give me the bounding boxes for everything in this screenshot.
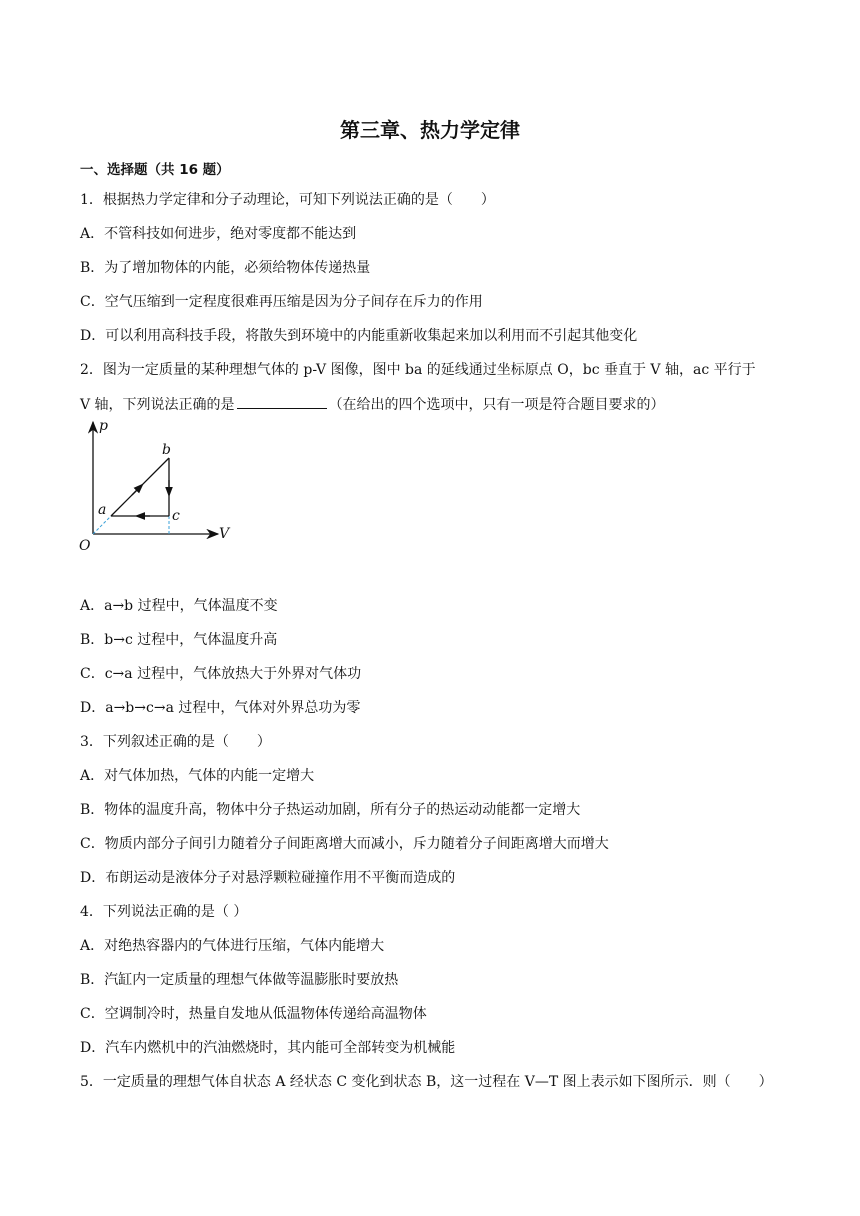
- q3-option-a: A．对气体加热，气体的内能一定增大: [80, 768, 315, 784]
- label-o: O: [79, 538, 91, 554]
- dashed-origin-line: [93, 516, 111, 534]
- q5-stem: 5．一定质量的理想气体自状态 A 经状态 C 变化到状态 B，这一过程在 V—T 图上表示如下图所示．则（ ）: [80, 1074, 773, 1090]
- q4-option-c: C．空调制冷时，热量自发地从低温物体传递给高温物体: [80, 1006, 427, 1022]
- q1-option-b: B．为了增加物体的内能，必须给物体传递热量: [80, 260, 371, 276]
- q2-option-a: A．a→b 过程中，气体温度不变: [80, 598, 278, 614]
- q2-option-c: C．c→a 过程中，气体放热大于外界对气体功: [80, 666, 362, 682]
- arrow-ab: [132, 487, 140, 495]
- q2-option-d: D．a→b→c→a 过程中，气体对外界总功为零: [80, 700, 361, 716]
- q1-stem: 1．根据热力学定律和分子动理论，可知下列说法正确的是（ ）: [80, 192, 495, 208]
- label-p: p: [99, 418, 108, 434]
- q3-stem: 3．下列叙述正确的是（ ）: [80, 734, 271, 750]
- q2-stem-post: （在给出的四个选项中，只有一项是符合题目要求的）: [328, 397, 665, 413]
- q2-stem-pre: V 轴，下列说法正确的是: [80, 397, 235, 413]
- q4-stem: 4．下列说法正确的是（ ）: [80, 904, 248, 920]
- pv-diagram-svg: [76, 414, 236, 554]
- label-a: a: [98, 502, 107, 518]
- section-heading: 一、选择题（共 16 题）: [80, 162, 230, 178]
- q1-option-c: C．空气压缩到一定程度很难再压缩是因为分子间存在斥力的作用: [80, 294, 483, 310]
- page-title: 第三章、热力学定律: [340, 118, 520, 142]
- q2-stem-line1: 2．图为一定质量的某种理想气体的 p-V 图像，图中 ba 的延线通过坐标原点 O，bc 垂直于 V 轴，ac 平行于: [80, 362, 756, 378]
- q2-stem-line2: [80, 394, 790, 415]
- q3-option-d: D．布朗运动是液体分子对悬浮颗粒碰撞作用不平衡而造成的: [80, 870, 456, 886]
- q3-option-b: B．物体的温度升高，物体中分子热运动加剧，所有分子的热运动动能都一定增大: [80, 802, 581, 818]
- label-b: b: [162, 442, 171, 458]
- q4-option-b: B．汽缸内一定质量的理想气体做等温膨胀时要放热: [80, 972, 399, 988]
- q1-option-a: A．不管科技如何进步，绝对零度都不能达到: [80, 226, 357, 242]
- pv-diagram: [76, 414, 236, 554]
- label-v: V: [219, 526, 230, 542]
- q4-option-a: A．对绝热容器内的气体进行压缩，气体内能增大: [80, 938, 385, 954]
- q1-option-d: D．可以利用高科技手段，将散失到环境中的内能重新收集起来加以利用而不引起其他变化: [80, 328, 638, 344]
- answer-blank: [237, 394, 327, 409]
- q2-option-b: B．b→c 过程中，气体温度升高: [80, 632, 278, 648]
- label-c: c: [172, 508, 180, 524]
- q4-option-d: D．汽车内燃机中的汽油燃烧时，其内能可全部转变为机械能: [80, 1040, 456, 1056]
- q3-option-c: C．物质内部分子间引力随着分子间距离增大而减小，斥力随着分子间距离增大而增大: [80, 836, 609, 852]
